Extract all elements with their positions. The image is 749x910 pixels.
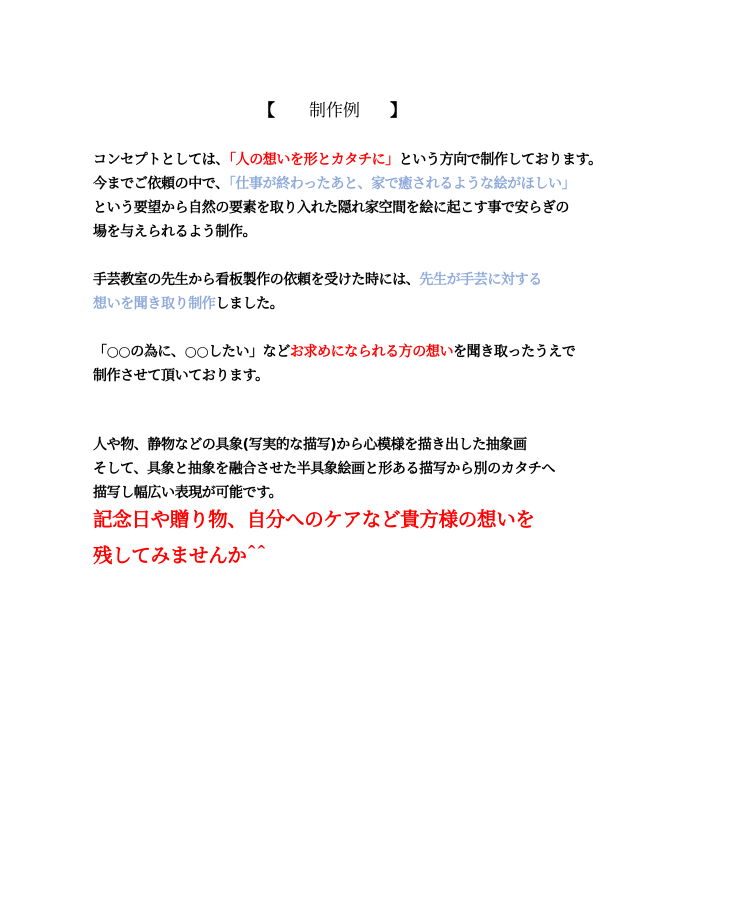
document-body bbox=[93, 148, 733, 565]
text-line bbox=[93, 268, 733, 292]
paragraph-concept bbox=[93, 148, 733, 244]
text-line: 描写し幅広い表現が可能です。 bbox=[93, 485, 283, 501]
paragraph-styles bbox=[93, 433, 733, 505]
paragraph-listening bbox=[93, 340, 733, 388]
text-line bbox=[93, 148, 733, 172]
highlight-blue: 「仕事が終わったあと、家で癒されるような絵がほしい」 bbox=[228, 176, 576, 192]
text-run: を聞き取ったうえで bbox=[453, 344, 576, 360]
text-line: という要望から自然の要素を取り入れた隠れ家空間を絵に起こす事で安らぎの bbox=[93, 200, 569, 216]
paragraph-spacer bbox=[93, 316, 733, 340]
closing-line bbox=[93, 535, 733, 565]
highlight-red: 「人の想いを形とカタチに」 bbox=[229, 152, 399, 168]
text-run: という方向で制作しております。 bbox=[398, 152, 602, 168]
title-close-bracket: 】 bbox=[390, 101, 407, 121]
paragraph-sign-commission bbox=[93, 268, 733, 316]
text-run: コンセプトとしては、 bbox=[93, 152, 229, 168]
paragraph-spacer bbox=[93, 244, 733, 268]
highlight-red: お求めになられる方の想い bbox=[289, 344, 454, 360]
title-text: 制作例 bbox=[309, 101, 360, 121]
closing-line: 記念日や贈り物、自分へのケアなど貴方様の想いを bbox=[93, 508, 535, 531]
text-line: 制作させて頂いております。 bbox=[93, 368, 269, 384]
text-line: そして、具象と抽象を融合させた半具象絵画と形ある描写から別のカタチへ bbox=[93, 461, 556, 477]
text-line bbox=[93, 172, 733, 196]
text-line bbox=[93, 340, 733, 364]
smile-emoticon: ^^ bbox=[246, 543, 267, 557]
highlight-blue: 想いを聞き取り制作 bbox=[93, 296, 216, 312]
text-run: 手芸教室の先生から看板製作の依頼を受けた時には、 bbox=[93, 272, 420, 288]
closing-message bbox=[93, 505, 733, 565]
title-open-bracket: 【 bbox=[258, 101, 275, 121]
text-line: 人や物、静物などの具象(写実的な描写)から心模様を描き出した抽象画 bbox=[93, 437, 527, 453]
paragraph-spacer bbox=[93, 388, 733, 433]
page-title bbox=[258, 96, 458, 121]
text-run: 「○○の為に、○○したい」など bbox=[93, 344, 290, 360]
text-run: しました。 bbox=[215, 296, 284, 312]
text-line bbox=[93, 292, 733, 316]
closing-text: 残してみませんか bbox=[93, 544, 247, 567]
text-line: 場を与えられるよう制作。 bbox=[93, 224, 257, 240]
text-run: 今までご依頼の中で、 bbox=[93, 176, 229, 192]
highlight-blue: 先生が手芸に対する bbox=[419, 272, 542, 288]
